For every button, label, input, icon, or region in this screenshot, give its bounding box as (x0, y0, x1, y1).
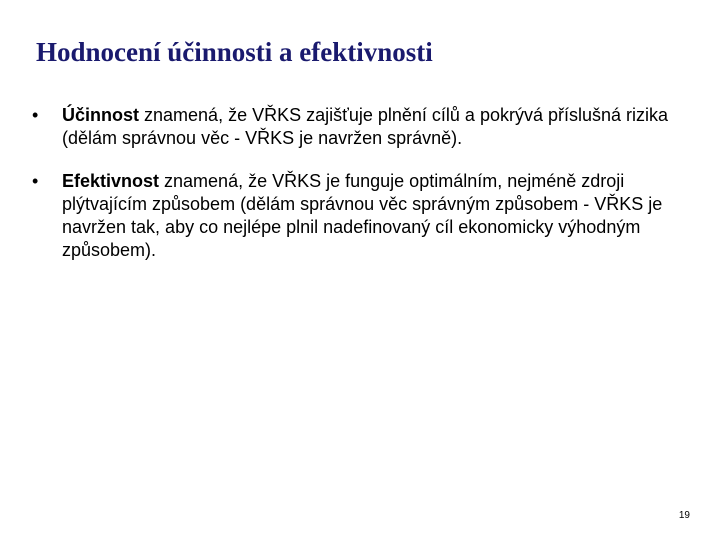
bullet-marker: • (32, 171, 39, 191)
slide-title: Hodnocení účinnosti a efektivnosti (36, 37, 433, 67)
bullet-text: znamená, že VŘKS je funguje optimálním, nejméně zdroji plýtvajícím způsobem (dělám správnou věc správným způsobem - VŘKS je navržen tak, aby co nejlépe plnil nadefinovaný cíl ekonomicky výhodným způsobem). (62, 171, 663, 260)
bullet-term: Účinnost (62, 105, 140, 125)
bullet-marker: • (32, 105, 39, 125)
bullet-text: znamená, že VŘKS zajišťuje plnění cílů a pokrývá příslušná rizika (dělám správnou věc - VŘKS je navržen správně). (62, 105, 669, 148)
bullet-list (32, 104, 692, 282)
bullet-item-efektivnost (32, 170, 692, 262)
bullet-item-ucinnost (32, 104, 692, 150)
page-number: 19 (678, 510, 690, 521)
bullet-term: Efektivnost (62, 171, 160, 191)
